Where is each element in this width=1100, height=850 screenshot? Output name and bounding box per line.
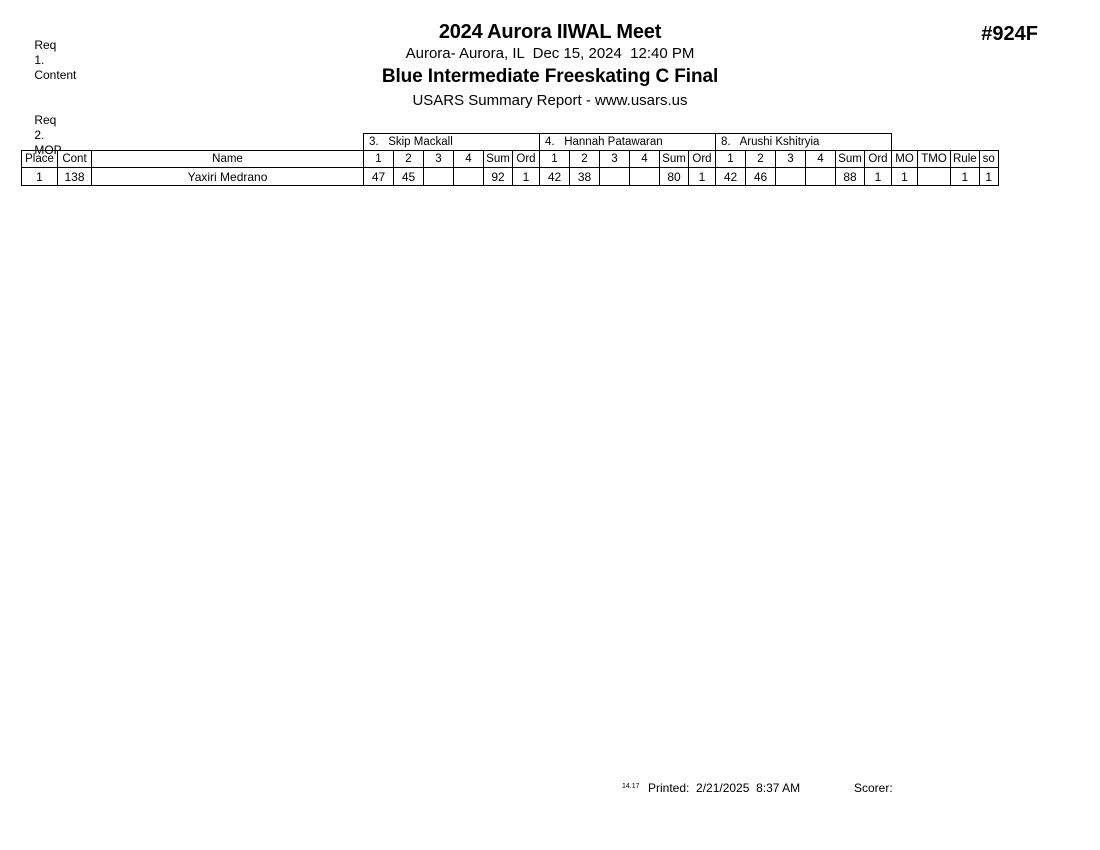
header-j2-score-2: 2 — [570, 151, 600, 168]
cell-j3-sum: 88 — [836, 168, 865, 186]
cell-j1-ord: 1 — [513, 168, 540, 186]
requirement-text-1: Content — [34, 68, 77, 82]
judge-row-spacer-so — [979, 134, 998, 151]
header-mo: MO — [892, 151, 918, 168]
cell-so: 1 — [979, 168, 998, 186]
judge-header-row — [22, 134, 999, 151]
cell-j3-ord: 1 — [865, 168, 892, 186]
judge-2-name: Hannah Patawaran — [564, 136, 663, 148]
results-table-container — [21, 133, 999, 186]
cell-j1-score-1: 47 — [364, 168, 394, 186]
cell-mo: 1 — [892, 168, 918, 186]
header-j1-ord: Ord — [513, 151, 540, 168]
judge-3-name: Arushi Kshitryia — [739, 136, 820, 148]
requirement-text-2: MOP — [34, 143, 62, 157]
judge-1-name: Skip Mackall — [388, 136, 453, 148]
judge-row-spacer-name — [92, 134, 364, 151]
header-j2-score-4: 4 — [630, 151, 660, 168]
cell-j2-sum: 80 — [660, 168, 689, 186]
requirement-number-1: 1. — [34, 53, 45, 67]
meet-title: 2024 Aurora IIWAL Meet — [438, 21, 662, 43]
cell-place: 1 — [22, 168, 58, 186]
event-code: #924F — [981, 23, 1038, 45]
judge-row-spacer-mo — [892, 134, 918, 151]
cell-j1-sum: 92 — [484, 168, 513, 186]
header-j1-score-4: 4 — [454, 151, 484, 168]
judge-3-banner — [716, 134, 892, 151]
header-so: so — [979, 151, 998, 168]
requirement-number-2: 2. — [34, 128, 45, 142]
judge-1-number: 3. — [369, 136, 379, 148]
judge-2-banner — [540, 134, 716, 151]
header-place: Place — [22, 151, 58, 168]
header-j3-score-3: 3 — [776, 151, 806, 168]
cell-j2-score-4 — [630, 168, 660, 186]
cell-name: Yaxiri Medrano — [92, 168, 364, 186]
judge-2-number: 4. — [545, 136, 555, 148]
cell-j2-ord: 1 — [689, 168, 716, 186]
printed-timestamp: Printed: 2/21/2025 8:37 AM — [648, 781, 801, 795]
cell-j3-score-1: 42 — [716, 168, 746, 186]
cell-j2-score-1: 42 — [540, 168, 570, 186]
header-j2-ord: Ord — [689, 151, 716, 168]
header-j3-score-2: 2 — [746, 151, 776, 168]
judge-row-spacer-tmo — [918, 134, 951, 151]
version-text: 14.17 — [622, 783, 640, 790]
header-j3-score-1: 1 — [716, 151, 746, 168]
event-name: Blue Intermediate Freeskating C Final — [381, 66, 719, 87]
header-j3-score-4: 4 — [806, 151, 836, 168]
header-j1-score-2: 2 — [394, 151, 424, 168]
requirement-label-2: Req — [34, 113, 57, 127]
results-table — [21, 133, 999, 186]
judge-row-spacer-place — [22, 134, 58, 151]
header-j3-sum: Sum — [836, 151, 865, 168]
cell-j3-score-4 — [806, 168, 836, 186]
header-rule: Rule — [951, 151, 980, 168]
report-name: USARS Summary Report - www.usars.us — [412, 92, 688, 109]
header-tmo: TMO — [918, 151, 951, 168]
judge-row-spacer-rule — [951, 134, 980, 151]
cell-j1-score-2: 45 — [394, 168, 424, 186]
cell-rule: 1 — [951, 168, 980, 186]
cell-j2-score-2: 38 — [570, 168, 600, 186]
header-j2-score-1: 1 — [540, 151, 570, 168]
scorer-label: Scorer: — [854, 781, 893, 795]
table-row — [22, 168, 999, 186]
header-cont: Cont — [58, 151, 92, 168]
header-j1-sum: Sum — [484, 151, 513, 168]
cell-j1-score-3 — [424, 168, 454, 186]
header-j3-ord: Ord — [865, 151, 892, 168]
cell-j1-score-4 — [454, 168, 484, 186]
cell-j3-score-3 — [776, 168, 806, 186]
judge-row-spacer-cont — [58, 134, 92, 151]
header-j1-score-1: 1 — [364, 151, 394, 168]
cell-cont: 138 — [58, 168, 92, 186]
judge-3-number: 8. — [721, 136, 731, 148]
cell-tmo — [918, 168, 951, 186]
report-header — [0, 20, 1100, 112]
cell-j3-score-2: 46 — [746, 168, 776, 186]
meet-location-date: Aurora- Aurora, IL Dec 15, 2024 12:40 PM — [405, 45, 695, 62]
header-j2-sum: Sum — [660, 151, 689, 168]
column-header-row — [22, 151, 999, 168]
cell-j2-score-3 — [600, 168, 630, 186]
header-j2-score-3: 3 — [600, 151, 630, 168]
requirement-label-1: Req — [34, 38, 57, 52]
header-name: Name — [92, 151, 364, 168]
header-j1-score-3: 3 — [424, 151, 454, 168]
judge-1-banner — [364, 134, 540, 151]
